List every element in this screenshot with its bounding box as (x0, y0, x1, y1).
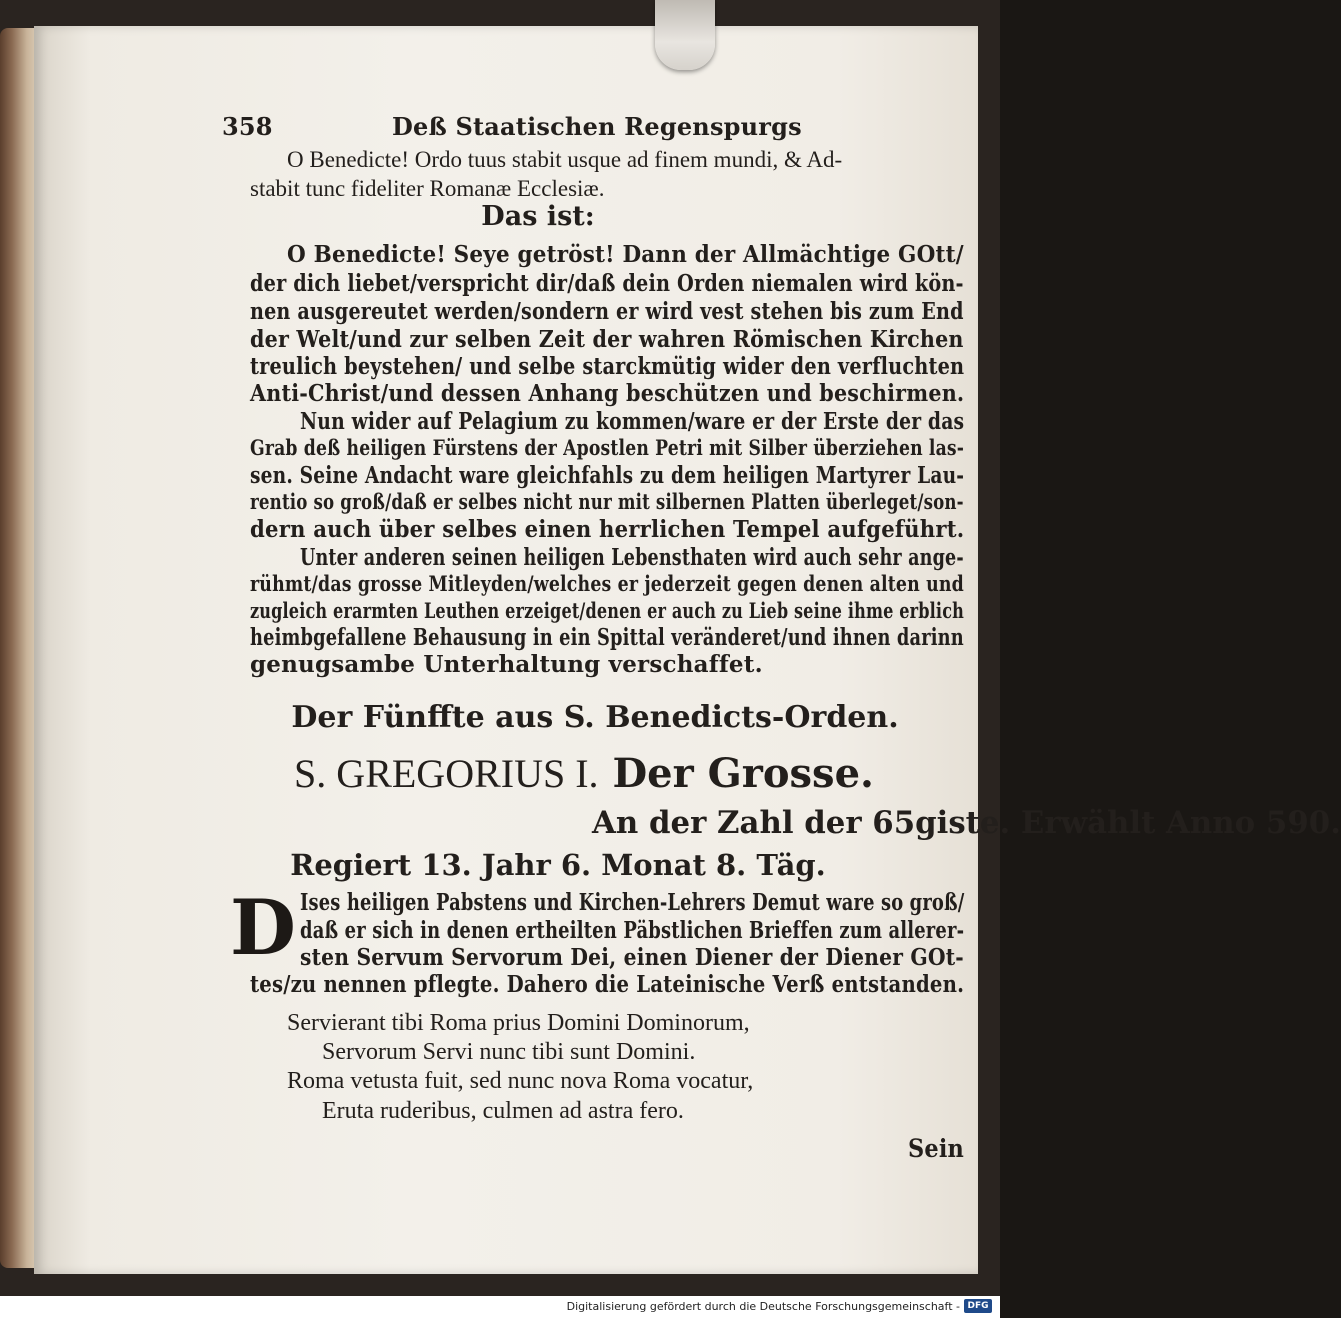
drop-cap: D (230, 883, 296, 972)
verse-line: Servorum Servi nunc tibi sunt Domini. (322, 1039, 696, 1065)
section-heading-number: An der Zahl der 65giste. Erwählt Anno 590. (592, 805, 1341, 841)
text-line: stabit tunc fideliter Romanæ Ecclesiæ. (250, 176, 605, 201)
dfg-logo: DFG (964, 1299, 992, 1313)
text-line: Grab deß heiligen Fürstens der Apostlen Petri mit Silber überziehen las- (250, 435, 965, 460)
catchword: Sein (908, 1134, 965, 1163)
section-heading-name (294, 750, 874, 797)
text-line: nen ausgereutet werden/sondern er wird vest stehen bis zum End (250, 298, 964, 325)
text-line: genugsambe Unterhaltung verschaffet. (250, 651, 763, 678)
footer-credit: Digitalisierung gefördert durch die Deutsche Forschungsgemeinschaft - (566, 1300, 960, 1313)
text-line: Unter anderen seinen heiligen Lebensthaten wird auch sehr ange- (300, 544, 964, 571)
text-line: heimbgefallene Behausung in ein Spittal veränderet/und ihnen darinn (250, 624, 964, 651)
verse-line: Roma vetusta fuit, sed nunc nova Roma vocatur, (287, 1068, 754, 1094)
footer-bar (0, 1296, 1000, 1318)
section-heading-order: Der Fünffte aus S. Benedicts-Orden. (291, 700, 899, 735)
text-line: Nun wider auf Pelagium zu kommen/ware er der Erste der das (300, 408, 965, 435)
section-heading-reign: Regiert 13. Jahr 6. Monat 8. Täg. (290, 848, 826, 882)
text-line: Anti-Christ/und dessen Anhang beschützen und beschirmen. (250, 380, 965, 407)
text-line: rentio so groß/daß er selbes nicht nur mit silbernen Platten überleget/son- (250, 489, 964, 514)
text-line: zugleich erarmten Leuthen erzeiget/denen er auch zu Lieb seine ihme erblich (250, 598, 964, 623)
text-line: O Benedicte! Seye getröst! Dann der Allmächtige GOtt/ (287, 241, 964, 268)
text-line: daß er sich in denen ertheilten Päbstlichen Brieffen zum allerer- (300, 917, 965, 944)
das-ist-heading: Das ist: (481, 201, 595, 232)
running-title: Deß Staatischen Regenspurgs (392, 112, 802, 141)
text-line: O Benedicte! Ordo tuus stabit usque ad finem mundi, & Ad- (287, 147, 843, 172)
text-line: der Welt/und zur selben Zeit der wahren Römischen Kirchen (250, 326, 964, 353)
text-line: rühmt/das grosse Mitleyden/welches er jederzeit gegen denen alten und (250, 571, 964, 596)
heading-german-epithet: Der Grosse. (612, 750, 874, 797)
text-line: dern auch über selbes einen herrlichen Tempel aufgeführt. (250, 516, 965, 543)
verse-line: Eruta ruderibus, culmen ad astra fero. (322, 1098, 684, 1124)
text-line: tes/zu nennen pflegte. Dahero die Lateinische Verß entstanden. (250, 971, 965, 998)
page-number: 358 (222, 112, 273, 141)
text-line: der dich liebet/verspricht dir/daß dein Orden niemalen wird kön- (250, 270, 964, 297)
heading-latin-name: S. GREGORIUS I. (294, 751, 599, 796)
text-line: treulich beystehen/ und selbe starckmütig wider den verfluchten (250, 353, 965, 380)
page-clip (655, 0, 715, 70)
text-line: sen. Seine Andacht ware gleichfahls zu dem heiligen Martyrer Lau- (250, 462, 965, 489)
verse-line: Servierant tibi Roma prius Domini Dominorum, (287, 1010, 750, 1036)
text-line: sten Servum Servorum Dei, einen Diener der Diener GOt- (300, 944, 964, 971)
text-line: Ises heiligen Pabstens und Kirchen-Lehrers Demut ware so groß/ (300, 889, 965, 916)
